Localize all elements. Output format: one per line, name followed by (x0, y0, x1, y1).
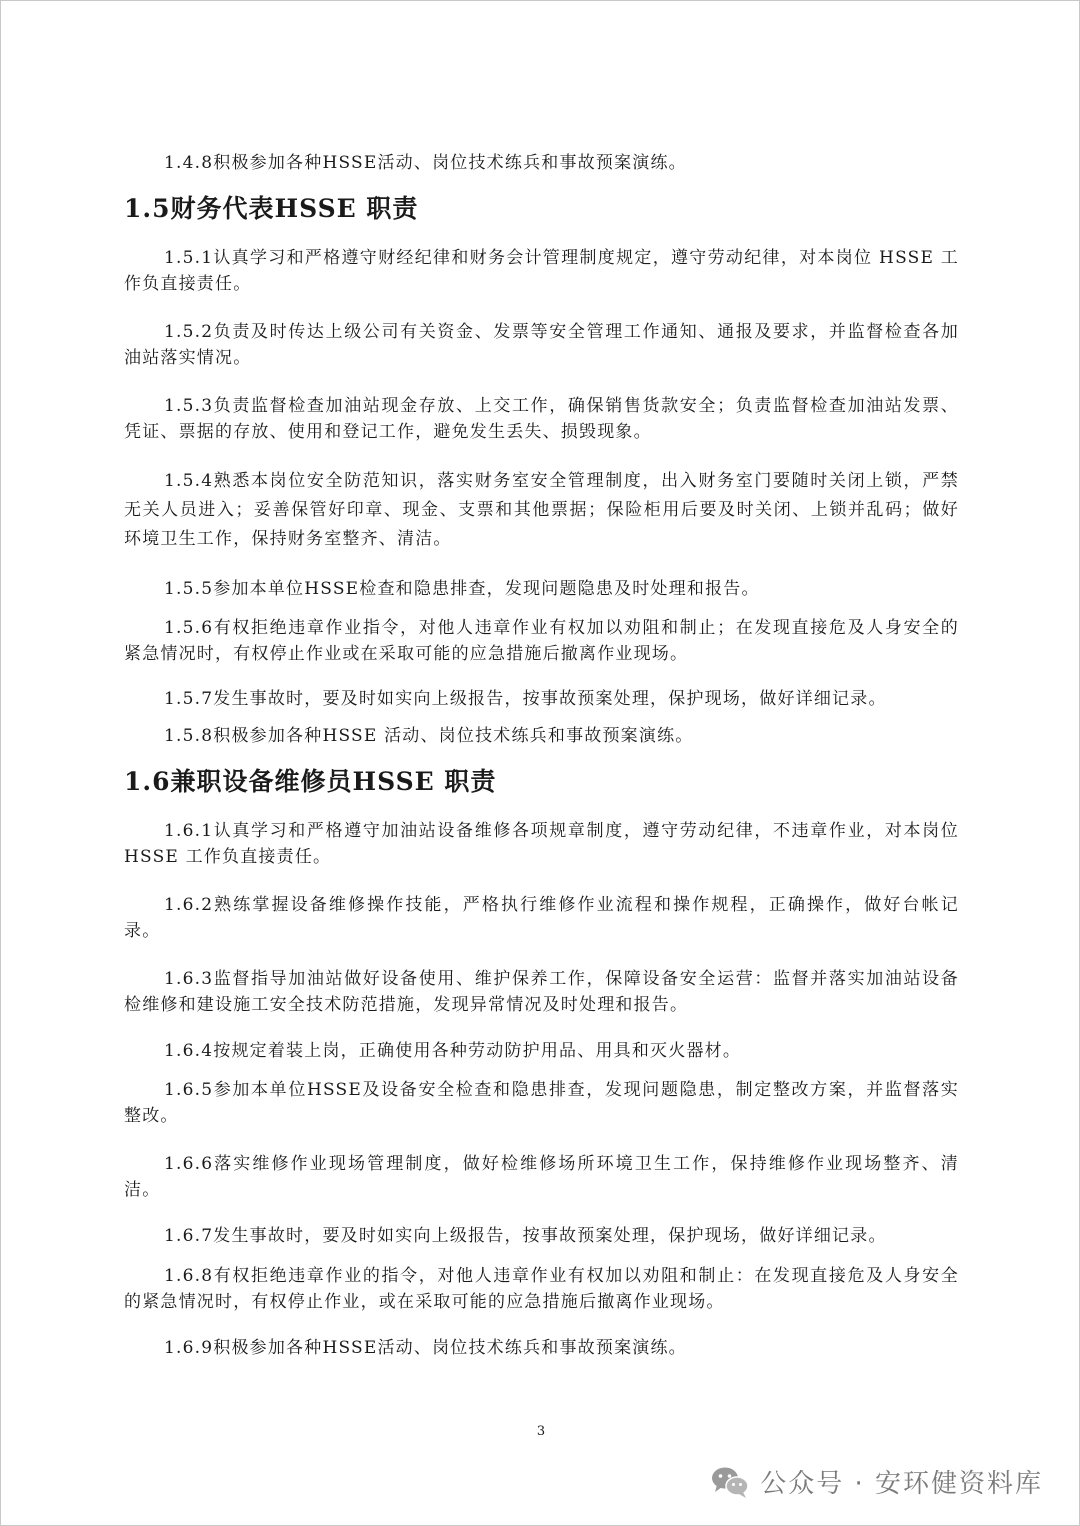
page-number: 3 (536, 1424, 546, 1439)
watermark-text: 公众号 · 安环健资料库 (760, 1469, 1043, 1499)
paragraph-1-6-2: 1.6.2熟练掌握设备维修操作技能，严格执行维修作业流程和操作规程，正确操作，做好台帐记录。 (124, 895, 959, 941)
paragraph-1-6-8: 1.6.8有权拒绝违章作业的指令，对他人违章作业有权加以劝阻和制止：在发现直接危及人身安全的紧急情况时，有权停止作业，或在采取可能的应急措施后撤离作业现场。 (124, 1266, 959, 1312)
watermark (710, 1463, 1043, 1500)
paragraph-1-6-1: 1.6.1认真学习和严格遵守加油站设备维修各项规章制度，遵守劳动纪律，不违章作业，对本岗位HSSE 工作负直接责任。 (124, 821, 959, 867)
paragraph-1-5-4: 1.5.4熟悉本岗位安全防范知识，落实财务室安全管理制度，出入财务室门要随时关闭上锁，严禁无关人员进入；妥善保管好印章、现金、支票和其他票据；保险柜用后要及时关闭、上锁并乱码；做好环境卫生工作，保持财务室整齐、清洁。 (124, 471, 959, 549)
paragraph-1-6-7: 1.6.7发生事故时，要及时如实向上级报告，按事故预案处理，保护现场，做好详细记录。 (164, 1226, 887, 1246)
paragraph-1-6-3: 1.6.3监督指导加油站做好设备使用、维护保养工作，保障设备安全运营：监督并落实加油站设备检维修和建设施工安全技术防范措施，发现异常情况及时处理和报告。 (124, 969, 959, 1015)
paragraph-1-6-5: 1.6.5参加本单位HSSE及设备安全检查和隐患排查，发现问题隐患，制定整改方案，并监督落实整改。 (124, 1080, 959, 1126)
paragraph-1-5-8: 1.5.8积极参加各种HSSE 活动、岗位技术练兵和事故预案演练。 (164, 726, 694, 746)
section-heading-1-6: 1.6兼职设备维修员HSSE 职责 (124, 767, 497, 796)
paragraph-1-6-4: 1.6.4按规定着装上岗，正确使用各种劳动防护用品、用具和灭火器材。 (164, 1041, 742, 1061)
paragraph-1-5-7: 1.5.7发生事故时，要及时如实向上级报告，按事故预案处理，保护现场，做好详细记录。 (164, 689, 887, 709)
paragraph-1-6-9: 1.6.9积极参加各种HSSE活动、岗位技术练兵和事故预案演练。 (164, 1338, 687, 1358)
paragraph-1-4-8: 1.4.8积极参加各种HSSE活动、岗位技术练兵和事故预案演练。 (164, 153, 687, 173)
paragraph-1-6-6: 1.6.6落实维修作业现场管理制度，做好检维修场所环境卫生工作，保持维修作业现场整齐、清洁。 (124, 1154, 959, 1200)
paragraph-1-5-6: 1.5.6有权拒绝违章作业指令，对他人违章作业有权加以劝阻和制止；在发现直接危及人身安全的紧急情况时，有权停止作业或在采取可能的应急措施后撤离作业现场。 (124, 618, 959, 664)
section-heading-1-5: 1.5财务代表HSSE 职责 (124, 194, 419, 223)
wechat-icon (710, 1465, 750, 1499)
paragraph-1-5-5: 1.5.5参加本单位HSSE检查和隐患排查，发现问题隐患及时处理和报告。 (164, 579, 760, 599)
paragraph-1-5-3: 1.5.3负责监督检查加油站现金存放、上交工作，确保销售货款安全；负责监督检查加油站发票、凭证、票据的存放、使用和登记工作，避免发生丢失、损毁现象。 (124, 396, 959, 442)
paragraph-1-5-2: 1.5.2负责及时传达上级公司有关资金、发票等安全管理工作通知、通报及要求，并监督检查各加油站落实情况。 (124, 322, 959, 368)
paragraph-1-5-1: 1.5.1认真学习和严格遵守财经纪律和财务会计管理制度规定，遵守劳动纪律，对本岗位 HSSE 工作负直接责任。 (124, 248, 959, 294)
